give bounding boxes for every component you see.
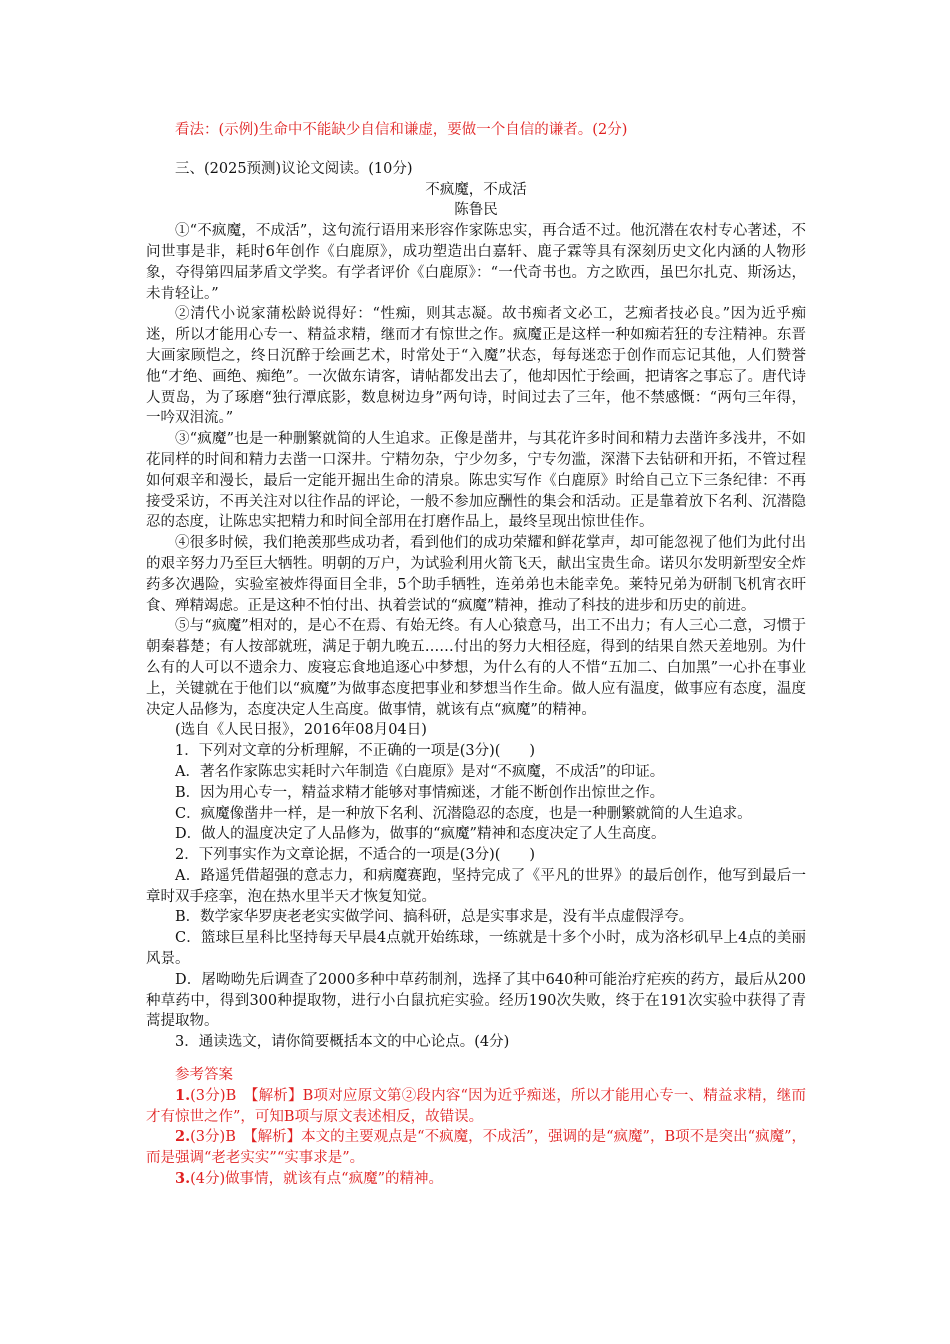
answer-1-number: 1. bbox=[175, 1086, 191, 1104]
document-page bbox=[146, 120, 806, 1190]
answer-3 bbox=[146, 1169, 806, 1190]
question-2-option-c: C．篮球巨星科比坚持每天早晨4点就开始练球，一练就是十多个小时，成为洛杉矶早上4点的美丽风景。 bbox=[146, 930, 806, 968]
section-header: 三、(2025预测)议论文阅读。(10分) bbox=[175, 160, 413, 177]
answers-heading: 参考答案 bbox=[175, 1067, 233, 1084]
article-paragraph-5: ⑤与“疯魔”相对的，是心不在焉、有始无终。有人心猿意马，出工不出力；有人三心二意，习惯于朝秦暮楚；有人按部就班，满足于朝九晚五……付出的努力大相径庭，得到的结果自然天差地别。为什么有的人可以不遗余力、废寝忘食地追逐心中梦想，为什么有的人不惜“五加二、白加黑”一心扑在事业上，关键就在于他们以“疯魔”为做事态度把事业和梦想当作生命。做人应有温度，做事应有态度，温度决定人品修为，态度决定人生高度。做事情，就该有点“疯魔”的精神。 bbox=[146, 618, 806, 718]
article-author: 陈鲁民 bbox=[454, 202, 498, 219]
answer-1 bbox=[146, 1086, 806, 1128]
question-2-stem: 2．下列事实作为文章论据，不适合的一项是(3分)( ) bbox=[175, 847, 536, 864]
article-paragraph-1: ①“不疯魔，不成活”，这句流行语用来形容作家陈忠实，再合适不过。他沉潜在农村专心著述，不问世事是非，耗时6年创作《白鹿原》，成功塑造出白嘉轩、鹿子霖等具有深刻历史文化内涵的人物形象，夺得第四届茅盾文学奖。有学者评价《白鹿原》：“一代奇书也。方之欧西，虽巴尔扎克、斯汤达，未肯轻让。” bbox=[146, 223, 806, 302]
question-2-option-a: A．路遥凭借超强的意志力，和病魔赛跑，坚持完成了《平凡的世界》的最后创作，他写到最后一章时双手痉挛，泡在热水里半天才恢复知觉。 bbox=[146, 867, 806, 905]
question-1-stem: 1．下列对文章的分析理解，不正确的一项是(3分)( ) bbox=[175, 743, 536, 760]
question-1-option-d: D．做人的温度决定了人品修为，做事的“疯魔”精神和态度决定了人生高度。 bbox=[175, 826, 666, 843]
article-title: 不疯魔，不成活 bbox=[425, 181, 527, 198]
question-1-option-b: B．因为用心专一，精益求精才能够对事情痴迷，才能不断创作出惊世之作。 bbox=[175, 784, 665, 801]
answer-2-number: 2. bbox=[175, 1128, 191, 1146]
answer-2-text: (3分)B 【解析】本文的主要观点是“不疯魔，不成活”，强调的是“疯魔”，B项不是突出“疯魔”，而是强调“老老实实”“实事求是”。 bbox=[146, 1129, 806, 1167]
answer-1-text: (3分)B 【解析】B项对应原文第②段内容“因为近乎痴迷，所以才能用心专一、精益求精，继而才有惊世之作”，可知B项与原文表述相反，故错误。 bbox=[146, 1087, 806, 1125]
article-source: (选自《人民日报》，2016年08月04日) bbox=[175, 722, 427, 739]
question-1-option-a: A．著名作家陈忠实耗时六年制造《白鹿原》是对“不疯魔，不成活”的印证。 bbox=[175, 763, 665, 780]
question-1-option-c: C．疯魔像凿井一样，是一种放下名利、沉潜隐忍的态度，也是一种删繁就简的人生追求。 bbox=[175, 805, 752, 822]
question-3-stem: 3．通读选文，请你简要概括本文的中心论点。(4分) bbox=[175, 1034, 510, 1051]
answer-3-text: (4分)做事情，就该有点“疯魔”的精神。 bbox=[190, 1171, 444, 1188]
answer-3-number: 3. bbox=[175, 1170, 191, 1188]
question-2-option-b: B．数学家华罗庚老老实实做学问、搞科研，总是实事求是，没有半点虚假浮夸。 bbox=[175, 909, 694, 926]
article-paragraph-3: ③“疯魔”也是一种删繁就简的人生追求。正像是凿井，与其花许多时间和精力去凿许多浅井，不如花同样的时间和精力去凿一口深井。宁精勿杂，宁少勿多，宁专勿滥，深潜下去钻研和开拓，不管过程如何艰辛和漫长，最后一定能开掘出生命的清泉。陈忠实写作《白鹿原》时给自己立下三条纪律：不再接受采访，不再关注对以往作品的评论，一般不参加应酬性的集会和活动。正是靠着放下名利、沉潜隐忍的态度，让陈忠实把精力和时间全部用在打磨作品上，最终呈现出惊世佳作。 bbox=[146, 431, 806, 531]
article-paragraph-4: ④很多时候，我们艳羡那些成功者，看到他们的成功荣耀和鲜花掌声，却可能忽视了他们为此付出的艰辛努力乃至巨大牺牲。明朝的万户，为试验利用火箭飞天，献出宝贵生命。诺贝尔发明新型安全炸药多次遇险，实验室被炸得面目全非，5个助手牺牲，连弟弟也未能幸免。莱特兄弟为研制飞机宵衣旰食、殚精竭虑。正是这种不怕付出、执着尝试的“疯魔”精神，推动了科技的进步和历史的前进。 bbox=[146, 535, 806, 614]
article-paragraph-2: ②清代小说家蒲松龄说得好：“性痴，则其志凝。故书痴者文必工，艺痴者技必良。”因为近乎痴迷，所以才能用心专一、精益求精，继而才有惊世之作。疯魔正是这样一种如痴若狂的专注精神。东晋大画家顾恺之，终日沉醉于绘画艺术，时常处于“入魔”状态，每每迷恋于创作而忘记其他，人们赞誉他“才绝、画绝、痴绝”。一次做东请客，请帖都发出去了，他却因忙于绘画，把请客之事忘了。唐代诗人贾岛，为了琢磨“独行潭底影，数息树边身”两句诗，时间过去了三年，他不禁感慨：“两句三年得，一吟双泪流。” bbox=[146, 306, 806, 427]
question-2-option-d: D．屠呦呦先后调查了2000多种中草药制剂，选择了其中640种可能治疗疟疾的药方，最后从200种草药中，得到300种提取物，进行小白鼠抗疟实验。经历190次失败，终于在191次实验中获得了青蒿提取物。 bbox=[146, 971, 806, 1030]
view-answer-line: 看法：(示例)生命中不能缺少自信和谦虚，要做一个自信的谦者。(2分) bbox=[175, 122, 628, 138]
answer-2 bbox=[146, 1127, 806, 1169]
